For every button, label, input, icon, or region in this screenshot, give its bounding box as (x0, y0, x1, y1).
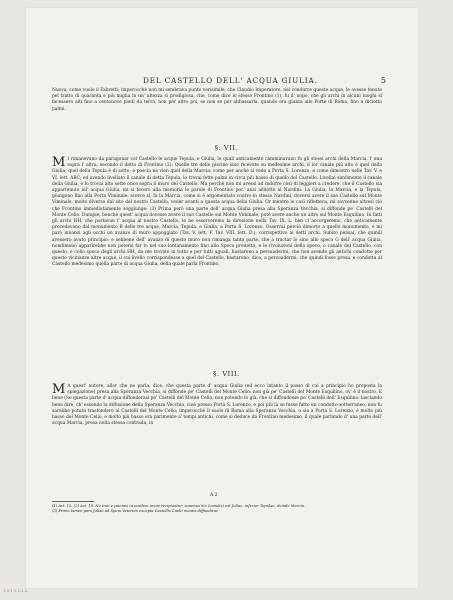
inventory-mark: 1.0.1.1.1.2.2. (3, 588, 29, 593)
footnote-line: (3) Primo tamen pars Juliae ad Spem Veterem excepta Castellis Caelii montis diffunditur. (52, 509, 219, 513)
section-8-paragraph (52, 384, 382, 427)
section-7-block (52, 157, 382, 269)
footnotes (52, 504, 382, 514)
section-7-dropcap: M (52, 155, 66, 170)
intro-paragraph-block (52, 88, 382, 113)
signature-mark: A 2 (210, 493, 218, 498)
footnote-rule (52, 501, 94, 502)
section-heading-7: §. VII. (214, 144, 239, 152)
footnote-line: (1) Art. 15. (2) Art. 19. Ne trae e piscinis in eosdem arcos recipiuntur; summus hic (canalis) est Juliae, inferior Tepulae, deinde Marcia. (52, 504, 306, 508)
page-header (50, 76, 386, 85)
section-7-text: I rimanevano da paragonar col Castello le acque Tepula, e Giulia, le quali anticamente camminavano fu gli stessi archi della Marcia, l' una sopra l' altra, secondo il detto di Frontino (2): Quelle tre delle piscine sino ricevute su medesime archi, il lor canale più alto è quel della Giulia; quel della Tepula è di sotto; e poscia ne vien quel della Marcia: come per anche si vede a Porta S. Lorenzo, e come dimostro nelle Tav. V. e VI. lett. ABC; ed avendo livellato il canale di detta Tepula, lo trovai fette palmi in circa più basso di quello del Castello. Livellai similmente il canale della Giulia, e lo trovai alto sette once sopra il muro del Castello. Ma perchè non mi avessi ad indurre così di leggieri a credere, che il Castello sia appartenuto all' acqua Giulia, mi si fecero alla memoria le parole di Frontino poc' anzi addotte al Nardini: La Giulia, la Marcia, e la Tepula, giungono fino alla Porta Viminale: scevre sì, fa la Marcia, come si è argomentato contro lo stesso Nardini, doversi avere il suo Castello sul Monte Viminale, molto diverso dal sito del nostro Castello, veder avanti a questa acqua della Giulia. Or mentre io così rifletteva, mi sovvenne altresì ciò che Frontino immediatamente soggiunge: (3) Prima però una parte dell' acqua Giulia presa alla Speranza Vecchia, si diffonde pe' Castelli del Monte Celio. Dunque, benchè quest' acqua dovesse avere il suo Castello sul Monte Viminale, potè avere anche un altro sul Monte Esquilino. In fatti gli archi HH, che portavan l' acqua al nostro Castello, le ne osserveremo la direzione nella Tav. IX. L. ben ci accorgeremo, che anticamente procedevano dal monumento B delle tre acque, Marcia, Tepula, e Giulia, a Porta S. Lorenzo. Osservai perciò dimorto a quello monumento, e mi parò innanzi agli occhi un avanzo di muro appoggiato (Tav. V. lett. F. Tav. VIII. lett. D.), corrispettivo ai detti archi. Subito pensai, che quindi avessero avuto principio: e sebbene dell' avanzo di questo muro non rimanga tanta parte, che a tractar lo sino allo speco G dell' acqua Giulia, nondimeno apparirebbe non potersi far lo nel suo lontanamento fino allo Speco predetto; e le rivoluzioni dello speco, o canale del Castello, con questo, e collo speco degli archi HH, da me trovate in tutto e per tutti uguali, bastarono a persuadermi, che non avendo gli antichi condotte per queste vicinanze altre acque, il cui livello corrispondesse a quel del Castello, bastarono, dico, a persuadermi, che quindi fosse presa, e condotta al Castello medesimo quella parte di acqua Giulia, della quale parla Frontino. (52, 157, 382, 268)
section-8-text: A quest' autore, allor che ne parla, dice, che questa parte d' acqua Giulia (ed ecco intanto il passo di cui a principio ho proposta la spiegazione) presa alla Speranza Vecchia, si diffonde pe' Castelli del Monte Celio: non già pe' Castelli del Monte Esquilino, ov' è il nostro. E bene (Se questa parte d' acqua diffonderasi pe' Castelli del Monte Celio, non potendo lo già, che si diffondesse pe' Castelli dell' Esquilino: lasciando bene dire, ch' essendo la diffusione della Speranza Vecchia, cioè presso Porta S. Lorenzo, e poi più là se fusse fatto un condotto sotterraneo, non fu sarebbe potuta trasfondere ai Castelli del Monte Celio; imperocchè il suolo di Roma alla Speranza Vecchia, o sia a Porta S. Lorenzo, è molto più basso del Monte Celio, e molto più basso era parimente a' tempi antichi, come si deduce da Frontino medesimo, il quale parlando d' una parte dell' acqua Marcia, presa nella stessa contrada, in (52, 384, 383, 427)
section-heading-8: §. VIII. (213, 370, 240, 378)
intro-paragraph: Nuova, come vuole il Fabretti; imperocchè non mi sembrava punto verisimile, che Claudio Imperatore, nel condurre queste acque, le avesse tenute pel tratto di quaranta e più miglia in un' altezza sì prodigiosa, che, come dice lo stesso Frontino (1), fu d' uopo, che gli archi in alcuni luoghi sì facessero alti fino a centonove piedi da terra, non per altro poi, se non se per abbassarla, quando era giunta alle Porte di Roma, fino a diciotto palmi. (52, 88, 382, 112)
section-7-paragraph (52, 157, 382, 269)
section-8-dropcap: M (52, 382, 66, 397)
running-title: DEL CASTELLO DELL' ACQUA GIULIA. (143, 76, 318, 85)
section-8-block (52, 384, 382, 427)
page-number: 5 (380, 76, 386, 85)
